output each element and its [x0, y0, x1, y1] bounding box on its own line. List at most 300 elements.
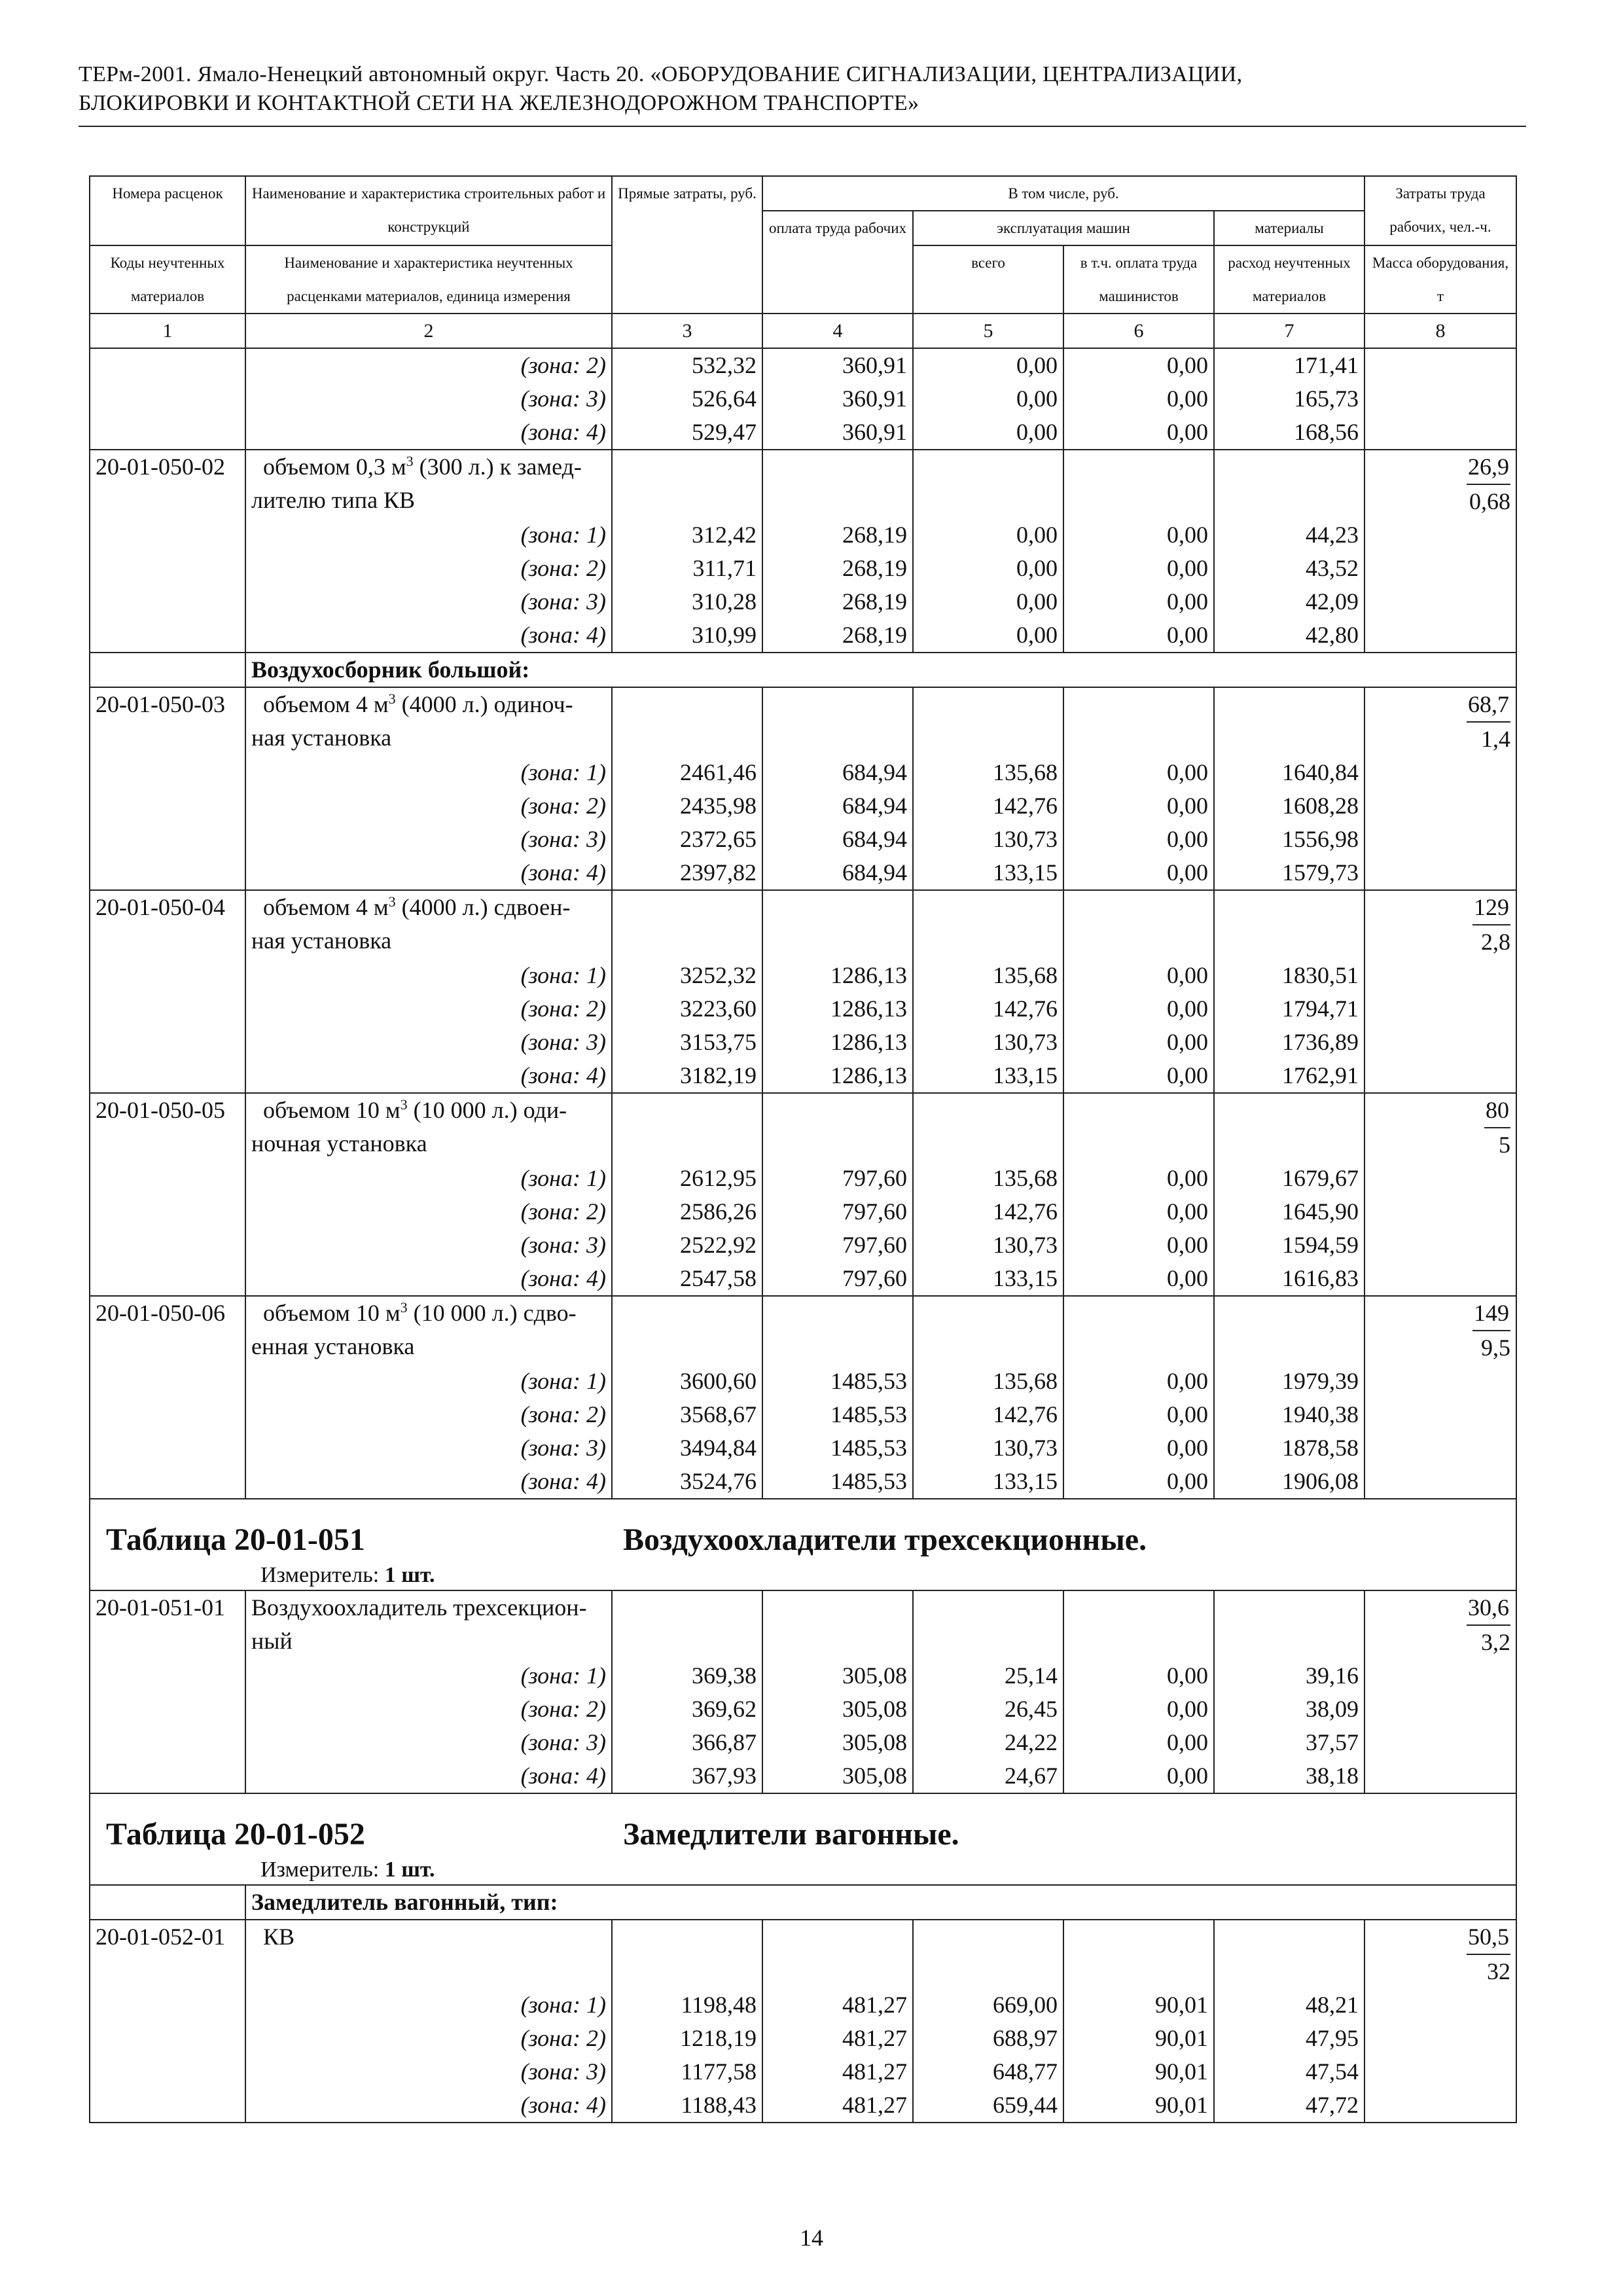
- machine-total: 130,73: [913, 1431, 1063, 1465]
- section-row: [90, 1885, 1516, 1920]
- materials: 165,73: [1214, 382, 1364, 416]
- operator-wages: 0,00: [1063, 1195, 1214, 1229]
- zone-label: (зона: 3): [245, 585, 612, 619]
- materials: 48,21: [1214, 1988, 1364, 2022]
- direct-costs: 1218,19: [612, 2022, 762, 2055]
- zone-row: [90, 619, 1516, 653]
- materials: 1640,84: [1214, 756, 1364, 789]
- page-number: 14: [800, 2225, 823, 2251]
- section-row: [90, 653, 1516, 687]
- machine-total: 130,73: [913, 1026, 1063, 1059]
- operator-wages: 0,00: [1063, 1431, 1214, 1465]
- column-numbers-row: [90, 314, 1516, 348]
- zone-label: (зона: 2): [245, 992, 612, 1026]
- mass-value: 2,8: [1481, 929, 1511, 955]
- rate-block: [90, 687, 1516, 890]
- wages: 1485,53: [762, 1431, 913, 1465]
- section-block: [90, 1885, 1516, 1920]
- column-number: 4: [762, 314, 913, 348]
- operator-wages: 0,00: [1063, 585, 1214, 619]
- zone-label: (зона: 3): [245, 1026, 612, 1059]
- machine-total: 648,77: [913, 2055, 1063, 2089]
- wages: 684,94: [762, 856, 913, 890]
- labor-and-mass: [1364, 890, 1516, 959]
- machine-total: 142,76: [913, 992, 1063, 1026]
- machine-total: 133,15: [913, 1465, 1063, 1499]
- machine-total: 133,15: [913, 856, 1063, 890]
- carried-over-block: [90, 348, 1516, 450]
- wages: 305,08: [762, 1693, 913, 1726]
- materials: 42,09: [1214, 585, 1364, 619]
- table-number: Таблица 20-01-052: [106, 1817, 365, 1852]
- labor-and-mass: [1364, 687, 1516, 756]
- zone-row: [90, 1229, 1516, 1262]
- col-labor-header: Затраты труда рабочих, чел.-ч.: [1364, 176, 1516, 245]
- machine-total: 0,00: [913, 518, 1063, 552]
- zone-label: (зона: 4): [245, 619, 612, 653]
- wages: 268,19: [762, 552, 913, 585]
- zone-row: [90, 382, 1516, 416]
- zone-label: (зона: 2): [245, 348, 612, 382]
- zone-row: [90, 348, 1516, 382]
- operator-wages: 0,00: [1063, 1365, 1214, 1398]
- operator-wages: 0,00: [1063, 992, 1214, 1026]
- direct-costs: 2461,46: [612, 756, 762, 789]
- operator-wages: 0,00: [1063, 1059, 1214, 1093]
- direct-costs: 3252,32: [612, 959, 762, 992]
- wages: 1286,13: [762, 1026, 913, 1059]
- rate-description: объемом 10 $м^3$ (10 000 л.) оди- ночная установка: [245, 1093, 612, 1162]
- wages: 481,27: [762, 1988, 913, 2022]
- zone-row: [90, 1465, 1516, 1499]
- col-machine-total-header: всего: [913, 245, 1063, 314]
- table-title-cell: [90, 1499, 1516, 1590]
- rate-description: объемом 0,3 $м^3$ (300 л.) к замед- лителю типа КВ: [245, 450, 612, 518]
- wages: 481,27: [762, 2055, 913, 2089]
- zone-row: [90, 2089, 1516, 2123]
- materials: 1830,51: [1214, 959, 1364, 992]
- zone-row: [90, 756, 1516, 789]
- machine-total: 24,67: [913, 1759, 1063, 1793]
- measure-unit: Измеритель: 1 шт.: [260, 1563, 435, 1587]
- zone-row: [90, 789, 1516, 823]
- zone-row: [90, 1726, 1516, 1759]
- machine-total: 669,00: [913, 1988, 1063, 2022]
- operator-wages: 90,01: [1063, 2055, 1214, 2089]
- materials: 171,41: [1214, 348, 1364, 382]
- materials: 47,54: [1214, 2055, 1364, 2089]
- machine-total: 25,14: [913, 1659, 1063, 1693]
- zone-label: (зона: 3): [245, 2055, 612, 2089]
- zone-row: [90, 2055, 1516, 2089]
- operator-wages: 0,00: [1063, 856, 1214, 890]
- rate-row: [90, 1093, 1516, 1162]
- col-wages-header: оплата труда рабочих: [762, 211, 913, 314]
- operator-wages: 90,01: [1063, 2089, 1214, 2123]
- direct-costs: 2586,26: [612, 1195, 762, 1229]
- section-title: Замедлитель вагонный, тип:: [245, 1885, 1516, 1920]
- zone-label: (зона: 3): [245, 823, 612, 856]
- zone-row: [90, 856, 1516, 890]
- operator-wages: 0,00: [1063, 1262, 1214, 1296]
- zone-label: (зона: 3): [245, 382, 612, 416]
- zone-label: (зона: 4): [245, 856, 612, 890]
- direct-costs: 367,93: [612, 1759, 762, 1793]
- materials: 1556,98: [1214, 823, 1364, 856]
- rate-block: [90, 450, 1516, 653]
- machine-total: 0,00: [913, 348, 1063, 382]
- materials: 43,52: [1214, 552, 1364, 585]
- direct-costs: 2547,58: [612, 1262, 762, 1296]
- direct-costs: 2372,65: [612, 823, 762, 856]
- rate-code: 20-01-051-01: [90, 1590, 245, 1659]
- rate-row: [90, 450, 1516, 518]
- direct-costs: 312,42: [612, 518, 762, 552]
- zone-label: (зона: 2): [245, 789, 612, 823]
- zone-label: (зона: 1): [245, 959, 612, 992]
- zone-label: (зона: 3): [245, 1229, 612, 1262]
- operator-wages: 0,00: [1063, 1726, 1214, 1759]
- zone-label: (зона: 4): [245, 416, 612, 450]
- rate-code: 20-01-050-04: [90, 890, 245, 959]
- operator-wages: 0,00: [1063, 1693, 1214, 1726]
- wages: 360,91: [762, 416, 913, 450]
- rates-table: [89, 175, 1517, 2123]
- wages: 797,60: [762, 1162, 913, 1195]
- labor-and-mass: [1364, 1296, 1516, 1365]
- mass-value: 1,4: [1481, 726, 1511, 752]
- machine-total: 26,45: [913, 1693, 1063, 1726]
- operator-wages: 0,00: [1063, 1229, 1214, 1262]
- machine-total: 659,44: [913, 2089, 1063, 2123]
- zone-row: [90, 959, 1516, 992]
- zone-row: [90, 1988, 1516, 2022]
- rate-block: [90, 1920, 1516, 2123]
- header-rule: [79, 126, 1526, 127]
- machine-total: 133,15: [913, 1262, 1063, 1296]
- materials: 1608,28: [1214, 789, 1364, 823]
- col-material-codes-header: Коды неучтенных материалов: [90, 245, 245, 314]
- zone-label: (зона: 1): [245, 756, 612, 789]
- direct-costs: 3153,75: [612, 1026, 762, 1059]
- labor-and-mass: [1364, 1590, 1516, 1659]
- machine-total: 130,73: [913, 823, 1063, 856]
- wages: 268,19: [762, 619, 913, 653]
- machine-total: 0,00: [913, 619, 1063, 653]
- col-work-name-header: Наименование и характеристика строительных работ и конструкций: [245, 176, 612, 245]
- zone-label: (зона: 4): [245, 2089, 612, 2123]
- wages: 684,94: [762, 789, 913, 823]
- operator-wages: 0,00: [1063, 1162, 1214, 1195]
- header-line-1: ТЕРм-2001. Ямало-Ненецкий автономный округ. Часть 20. «ОБОРУДОВАНИЕ СИГНАЛИЗАЦИИ, ЦЕНТРАЛИЗАЦИИ,: [79, 62, 1243, 86]
- col-machine-operation-header: эксплуатация машин: [913, 211, 1214, 245]
- operator-wages: 0,00: [1063, 1026, 1214, 1059]
- zone-row: [90, 1059, 1516, 1093]
- rate-code: 20-01-052-01: [90, 1920, 245, 1988]
- operator-wages: 90,01: [1063, 2022, 1214, 2055]
- wages: 797,60: [762, 1229, 913, 1262]
- labor-value: 68,7: [1467, 688, 1510, 723]
- wages: 305,08: [762, 1759, 913, 1793]
- zone-label: (зона: 4): [245, 1262, 612, 1296]
- measure-unit: Измеритель: 1 шт.: [260, 1857, 435, 1882]
- wages: 797,60: [762, 1262, 913, 1296]
- table-title-block: [90, 1499, 1516, 1590]
- machine-total: 142,76: [913, 1195, 1063, 1229]
- machine-total: 142,76: [913, 789, 1063, 823]
- materials: 39,16: [1214, 1659, 1364, 1693]
- zone-row: [90, 416, 1516, 450]
- zone-row: [90, 823, 1516, 856]
- zone-label: (зона: 3): [245, 1431, 612, 1465]
- mass-value: 0,68: [1469, 488, 1511, 514]
- operator-wages: 0,00: [1063, 1398, 1214, 1431]
- wages: 1286,13: [762, 959, 913, 992]
- direct-costs: 3182,19: [612, 1059, 762, 1093]
- operator-wages: 0,00: [1063, 382, 1214, 416]
- rate-row: [90, 1296, 1516, 1365]
- rate-description: объемом 10 $м^3$ (10 000 л.) сдво- енная установка: [245, 1296, 612, 1365]
- machine-total: 142,76: [913, 1398, 1063, 1431]
- direct-costs: 2397,82: [612, 856, 762, 890]
- direct-costs: 369,38: [612, 1659, 762, 1693]
- operator-wages: 0,00: [1063, 756, 1214, 789]
- zone-label: (зона: 2): [245, 1195, 612, 1229]
- materials: 1940,38: [1214, 1398, 1364, 1431]
- machine-total: 130,73: [913, 1229, 1063, 1262]
- zone-row: [90, 1026, 1516, 1059]
- operator-wages: 0,00: [1063, 1465, 1214, 1499]
- running-header: [79, 60, 1531, 118]
- rate-code: 20-01-050-03: [90, 687, 245, 756]
- wages: 1485,53: [762, 1398, 913, 1431]
- operator-wages: 0,00: [1063, 789, 1214, 823]
- zone-label: (зона: 2): [245, 1693, 612, 1726]
- wages: 268,19: [762, 585, 913, 619]
- rate-code: 20-01-050-02: [90, 450, 245, 518]
- direct-costs: 3600,60: [612, 1365, 762, 1398]
- zone-label: (зона: 2): [245, 552, 612, 585]
- section-block: [90, 653, 1516, 687]
- rate-block: [90, 1296, 1516, 1499]
- operator-wages: 0,00: [1063, 1659, 1214, 1693]
- operator-wages: 0,00: [1063, 518, 1214, 552]
- wages: 360,91: [762, 382, 913, 416]
- materials: 1736,89: [1214, 1026, 1364, 1059]
- zone-label: (зона: 1): [245, 1365, 612, 1398]
- table-number: Таблица 20-01-051: [106, 1522, 365, 1557]
- zone-row: [90, 1365, 1516, 1398]
- col-materials-header: материалы: [1214, 211, 1364, 245]
- direct-costs: 2612,95: [612, 1162, 762, 1195]
- direct-costs: 3524,76: [612, 1465, 762, 1499]
- operator-wages: 0,00: [1063, 348, 1214, 382]
- zone-label: (зона: 2): [245, 2022, 612, 2055]
- operator-wages: 0,00: [1063, 552, 1214, 585]
- rate-block: [90, 1590, 1516, 1793]
- mass-value: 3,2: [1481, 1629, 1511, 1655]
- table-title: Замедлители вагонные.: [623, 1817, 959, 1852]
- direct-costs: 366,87: [612, 1726, 762, 1759]
- zone-row: [90, 1262, 1516, 1296]
- labor-and-mass: [1364, 450, 1516, 518]
- zone-row: [90, 1162, 1516, 1195]
- machine-total: 135,68: [913, 1365, 1063, 1398]
- rate-row: [90, 1590, 1516, 1659]
- direct-costs: 1177,58: [612, 2055, 762, 2089]
- direct-costs: 529,47: [612, 416, 762, 450]
- col-operator-wages-header: в т.ч. оплата труда машинистов: [1063, 245, 1214, 314]
- direct-costs: 3568,67: [612, 1398, 762, 1431]
- operator-wages: 0,00: [1063, 619, 1214, 653]
- labor-value: 30,6: [1467, 1591, 1510, 1626]
- column-number: 2: [245, 314, 612, 348]
- wages: 305,08: [762, 1659, 913, 1693]
- labor-value: 129: [1472, 891, 1510, 925]
- materials: 1594,59: [1214, 1229, 1364, 1262]
- wages: 1286,13: [762, 1059, 913, 1093]
- wages: 1485,53: [762, 1365, 913, 1398]
- col-material-name-header: Наименование и характеристика неучтенных расценками материалов, единица измерения: [245, 245, 612, 314]
- wages: 1485,53: [762, 1465, 913, 1499]
- col-material-consumption-header: расход неучтенных материалов: [1214, 245, 1364, 314]
- direct-costs: 1188,43: [612, 2089, 762, 2123]
- labor-value: 149: [1472, 1297, 1510, 1331]
- zone-label: (зона: 2): [245, 1398, 612, 1431]
- direct-costs: 2522,92: [612, 1229, 762, 1262]
- zone-row: [90, 1759, 1516, 1793]
- rate-code: 20-01-050-06: [90, 1296, 245, 1365]
- materials: 1616,83: [1214, 1262, 1364, 1296]
- materials: 1645,90: [1214, 1195, 1364, 1229]
- wages: 684,94: [762, 823, 913, 856]
- section-title: Воздухосборник большой:: [245, 653, 1516, 687]
- column-number: 5: [913, 314, 1063, 348]
- operator-wages: 0,00: [1063, 823, 1214, 856]
- rate-description: Воздухоохладитель трехсекцион- ный: [245, 1590, 612, 1659]
- materials: 38,09: [1214, 1693, 1364, 1726]
- machine-total: 688,97: [913, 2022, 1063, 2055]
- direct-costs: 2435,98: [612, 789, 762, 823]
- machine-total: 135,68: [913, 756, 1063, 789]
- materials: 1762,91: [1214, 1059, 1364, 1093]
- zone-label: (зона: 4): [245, 1759, 612, 1793]
- table-title-row: [90, 1793, 1516, 1885]
- machine-total: 135,68: [913, 959, 1063, 992]
- column-number: 8: [1364, 314, 1516, 348]
- table-title-cell: [90, 1793, 1516, 1885]
- materials: 38,18: [1214, 1759, 1364, 1793]
- rate-block: [90, 1093, 1516, 1296]
- materials: 1878,58: [1214, 1431, 1364, 1465]
- wages: 481,27: [762, 2022, 913, 2055]
- rate-code: 20-01-050-05: [90, 1093, 245, 1162]
- column-number: 1: [90, 314, 245, 348]
- wages: 1286,13: [762, 992, 913, 1026]
- col-equipment-mass-header: Масса оборудования, т: [1364, 245, 1516, 314]
- materials: 168,56: [1214, 416, 1364, 450]
- zone-label: (зона: 3): [245, 1726, 612, 1759]
- col-direct-costs-header: Прямые затраты, руб.: [612, 176, 762, 314]
- col-rate-numbers-header: Номера расценок: [90, 176, 245, 245]
- direct-costs: 526,64: [612, 382, 762, 416]
- materials: 1906,08: [1214, 1465, 1364, 1499]
- materials: 1579,73: [1214, 856, 1364, 890]
- materials: 44,23: [1214, 518, 1364, 552]
- rate-row: [90, 890, 1516, 959]
- direct-costs: 3494,84: [612, 1431, 762, 1465]
- rate-description: объемом 4 $м^3$ (4000 л.) сдвоен- ная установка: [245, 890, 612, 959]
- labor-value: 26,9: [1467, 450, 1510, 485]
- table-title-row: [90, 1499, 1516, 1590]
- zone-row: [90, 1659, 1516, 1693]
- table-title-block: [90, 1793, 1516, 1885]
- materials: 1679,67: [1214, 1162, 1364, 1195]
- materials: 47,72: [1214, 2089, 1364, 2123]
- column-number: 3: [612, 314, 762, 348]
- direct-costs: 311,71: [612, 552, 762, 585]
- rate-block: [90, 890, 1516, 1093]
- machine-total: 0,00: [913, 552, 1063, 585]
- zone-label: (зона: 1): [245, 1659, 612, 1693]
- column-number: 7: [1214, 314, 1364, 348]
- rate-row: [90, 687, 1516, 756]
- zone-row: [90, 518, 1516, 552]
- rate-description: КВ: [245, 1920, 612, 1988]
- zone-label: (зона: 1): [245, 518, 612, 552]
- machine-total: 24,22: [913, 1726, 1063, 1759]
- direct-costs: 369,62: [612, 1693, 762, 1726]
- col-including-header: В том числе, руб.: [762, 176, 1364, 211]
- operator-wages: 0,00: [1063, 1759, 1214, 1793]
- zone-row: [90, 1195, 1516, 1229]
- header-line-2: БЛОКИРОВКИ И КОНТАКТНОЙ СЕТИ НА ЖЕЛЕЗНОДОРОЖНОМ ТРАНСПОРТЕ»: [79, 91, 919, 115]
- machine-total: 0,00: [913, 382, 1063, 416]
- labor-and-mass: [1364, 1920, 1516, 1988]
- operator-wages: 0,00: [1063, 959, 1214, 992]
- materials: 37,57: [1214, 1726, 1364, 1759]
- zone-row: [90, 1431, 1516, 1465]
- zone-label: (зона: 4): [245, 1059, 612, 1093]
- machine-total: 0,00: [913, 585, 1063, 619]
- materials: 1794,71: [1214, 992, 1364, 1026]
- operator-wages: 0,00: [1063, 416, 1214, 450]
- machine-total: 135,68: [913, 1162, 1063, 1195]
- direct-costs: 310,28: [612, 585, 762, 619]
- materials: 42,80: [1214, 619, 1364, 653]
- zone-label: (зона: 1): [245, 1162, 612, 1195]
- mass-value: 9,5: [1481, 1335, 1511, 1361]
- wages: 360,91: [762, 348, 913, 382]
- column-number: 6: [1063, 314, 1214, 348]
- mass-value: 5: [1499, 1132, 1511, 1158]
- zone-row: [90, 992, 1516, 1026]
- direct-costs: 532,32: [612, 348, 762, 382]
- zone-row: [90, 1693, 1516, 1726]
- machine-total: 0,00: [913, 416, 1063, 450]
- rate-description: объемом 4 $м^3$ (4000 л.) одиноч- ная установка: [245, 687, 612, 756]
- rate-row: [90, 1920, 1516, 1988]
- wages: 268,19: [762, 518, 913, 552]
- wages: 797,60: [762, 1195, 913, 1229]
- table-title: Воздухоохладители трехсекционные.: [623, 1522, 1147, 1557]
- table-head: [90, 176, 1516, 348]
- mass-value: 32: [1487, 1958, 1511, 1984]
- zone-row: [90, 2022, 1516, 2055]
- wages: 305,08: [762, 1726, 913, 1759]
- labor-value: 80: [1484, 1094, 1510, 1128]
- labor-value: 50,5: [1467, 1920, 1510, 1955]
